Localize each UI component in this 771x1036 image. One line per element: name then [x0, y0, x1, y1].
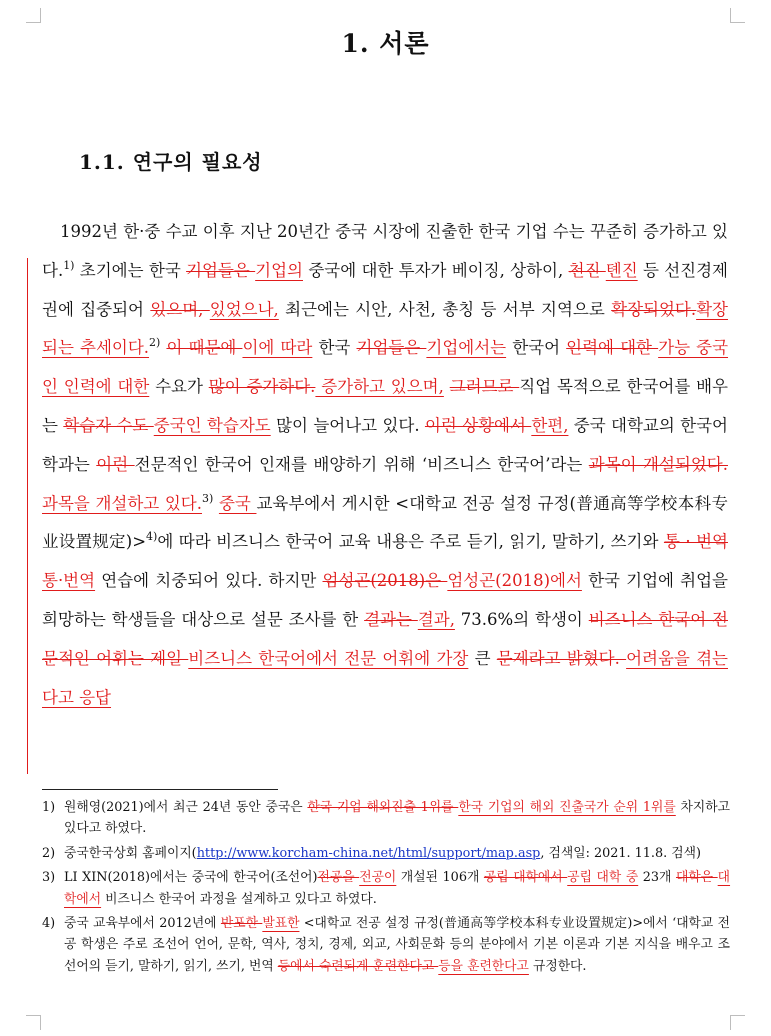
- inserted-text: 톈진: [605, 260, 638, 280]
- deleted-text: 이런: [96, 454, 135, 474]
- crop-mark-top-right: [730, 8, 745, 23]
- inserted-text: 한편,: [531, 415, 569, 435]
- inserted-text: 확장되는 추세이다.: [42, 299, 728, 358]
- footnote-text-run: 중국 교육부에서 2012년에: [64, 916, 221, 932]
- body-text-run: 많이 늘어나고 있다.: [270, 415, 425, 435]
- body-paragraph-container: [42, 213, 728, 717]
- footnote-separator: [42, 789, 278, 790]
- inserted-text: 결과,: [417, 609, 455, 629]
- deleted-text: 한국 기업 해외진출 1위를: [307, 800, 459, 815]
- footnote-text-run: 규정한다.: [528, 958, 587, 974]
- body-text-run: 직업 목적으로 한국어를 배우는: [42, 377, 728, 435]
- footnote-text: [64, 867, 730, 910]
- deleted-text: 학습자 수도: [63, 415, 154, 435]
- inserted-text: 있었으나,: [209, 299, 279, 319]
- footnote: [42, 913, 730, 977]
- inserted-text: 이에 따라: [242, 338, 313, 358]
- body-text-run: 에 따라 비즈니스 한국어 교육 내용은 주로 듣기, 읽기, 말하기, 쓰기와: [157, 532, 664, 552]
- body-text-run: 교육부에서 게시한 <대학교 전공 설정 규정(普通高等学校本科专业设置规定)>: [42, 493, 729, 552]
- deleted-text: 비즈니스 한국어 전문적인 어휘는 제일: [42, 609, 728, 668]
- deleted-text: 천진: [568, 260, 606, 280]
- footnote-number: 4): [42, 916, 56, 932]
- inserted-text: 어려움을 겪는다고 응답: [42, 648, 728, 707]
- section-title: 1.1. 연구의 필요성: [79, 150, 263, 174]
- inserted-text: 가능 중국인 인력에 대한: [42, 338, 729, 397]
- deleted-text: 많이 증가하다.: [208, 377, 316, 397]
- body-text-run: 중국에 대한 투자가 베이징, 상하이,: [303, 260, 569, 280]
- footnote-ref[interactable]: 1): [63, 258, 75, 272]
- body-text-run: 73.6%의 학생이: [454, 609, 589, 629]
- crop-mark-bottom-left: [26, 1015, 41, 1030]
- footnote: [42, 867, 730, 910]
- body-text-run: 중국 대학교의 한국어 학과는: [42, 415, 728, 474]
- inserted-text: 공립 대학 중: [567, 870, 639, 886]
- body-text-run: 등 선진경제권에 집중되어: [42, 260, 728, 319]
- revision-change-bar: [27, 258, 28, 774]
- deleted-text: 결과는: [364, 609, 418, 629]
- inserted-text: 대학에서: [64, 870, 731, 907]
- footnote-text: [64, 797, 730, 840]
- body-text-run: 전문적인 한국어 인재를 배양하기 위해 ‘비즈니스 한국어’라는: [134, 454, 589, 474]
- inserted-text: 중국인 학습자도: [153, 415, 271, 435]
- inserted-text: 등을 훈련한다고: [438, 958, 529, 974]
- inserted-text: 엄성곤(2018)에서: [447, 571, 582, 591]
- footnote-text-run: 개설된 106개: [396, 870, 484, 886]
- footnote-text: [64, 913, 730, 977]
- inserted-text: 전공이: [359, 870, 397, 886]
- body-text-run: 연습에 치중되어 있다. 하지만: [95, 571, 323, 591]
- footnote-text-run: 원해영(2021)에서 최근 24년 동안 중국은: [64, 800, 308, 815]
- footnote-text-run: LI XIN(2018)에서는 중국에 한국어(조선어): [64, 870, 318, 886]
- body-text-run: 초기에는 한국: [74, 260, 187, 280]
- body-paragraph: [42, 213, 728, 717]
- inserted-text: 중국: [218, 493, 257, 513]
- body-text-run: 최근에는 시안, 사천, 총칭 등 서부 지역으로: [278, 299, 612, 319]
- deleted-text: 반포한: [220, 916, 263, 932]
- body-text-run: 큰: [468, 648, 497, 668]
- deleted-text: 전공을: [317, 870, 360, 886]
- footnote-ref[interactable]: 2): [149, 336, 161, 350]
- footnote-url-link[interactable]: http://www.korcham-china.net/html/support/map.asp: [196, 845, 541, 861]
- inserted-text: 비즈니스 한국어에서 전문 어휘에 가장: [188, 648, 469, 668]
- footnote-text: [64, 843, 730, 864]
- deleted-text: 이런 상황에서: [424, 415, 532, 435]
- inserted-text: 기업의: [255, 260, 303, 280]
- body-text-run: 수요가: [149, 377, 209, 397]
- footnote-number: 3): [42, 870, 56, 886]
- footnote-text-run: <대학교 전공 설정 규정(普通高等学校本科专业设置规定)>에서 ‘대학교 전공 학생은 주로 조선어 언어, 문학, 역사, 정치, 경제, 외교, 사회문화 등의 분야에서 기본 이론과 기본 지식을 배우고 조선어의 듣기, 말하기, 읽기, 쓰기, 번역: [64, 916, 731, 974]
- inserted-text: 과목을 개설하고 있다.: [42, 493, 202, 513]
- footnote-text-run: 23개: [638, 870, 676, 886]
- footnote: [42, 843, 730, 864]
- deleted-text: 확장되었다.: [611, 299, 697, 319]
- inserted-text: 발표한: [262, 916, 300, 932]
- deleted-text: 그러므로: [449, 377, 520, 397]
- deleted-text: 기업들은: [186, 260, 256, 280]
- footnote-number: 2): [42, 845, 56, 861]
- deleted-text: 대학은: [676, 870, 718, 886]
- crop-mark-bottom-right: [730, 1015, 745, 1030]
- deleted-text: 기업들은: [356, 338, 427, 358]
- body-text-run: 1992년 한·중 수교 이후 지난 20년간 중국 시장에 진출한 한국 기업 수는 꾸준히 증가하고 있다.: [42, 222, 728, 280]
- body-text-run: 한국어: [506, 338, 567, 358]
- footnote-ref[interactable]: 3): [201, 491, 214, 505]
- footnote-text-run: 비즈니스 한국어 과정을 설계하고 있다고 하였다.: [101, 891, 377, 907]
- deleted-text: 인력에 대한: [566, 338, 659, 358]
- inserted-text: 통·번역: [42, 571, 96, 591]
- footnote-ref[interactable]: 4): [146, 530, 158, 544]
- footnote-number: 1): [42, 800, 56, 815]
- footnotes-area: [42, 797, 730, 980]
- footnote: [42, 797, 730, 840]
- footnote-text-run: 차지하고 있다고 하였다.: [64, 800, 731, 837]
- deleted-text: 이 때문에: [166, 338, 243, 358]
- body-text-run: 한국: [312, 338, 357, 358]
- chapter-title: 1. 서론: [341, 29, 430, 58]
- inserted-text: 증가하고 있으며,: [315, 377, 444, 397]
- deleted-text: 통 · 번역: [663, 532, 728, 552]
- inserted-text: 한국 기업의 해외 진출국가 순위 1위를: [458, 800, 676, 815]
- deleted-text: 엄성곤(2018)은: [322, 571, 448, 591]
- deleted-text: 있으며,: [150, 299, 210, 319]
- footnote-text-run: 중국한국상회 홈페이지(: [64, 845, 197, 861]
- deleted-text: 문제라고 밝혔다.: [496, 648, 627, 668]
- body-text-run: 한국 기업에 취업을 희망하는 학생들을 대상으로 설문 조사를 한: [42, 571, 728, 629]
- deleted-text: 과목이 개설되었다.: [588, 454, 728, 474]
- deleted-text: 등에서 숙련되게 훈련한다고: [277, 958, 439, 974]
- crop-mark-top-left: [26, 8, 41, 23]
- footnote-text-run: , 검색일: 2021. 11.8. 검색): [540, 845, 701, 861]
- deleted-text: 공립 대학에서: [483, 870, 568, 886]
- inserted-text: 기업에서는: [426, 338, 507, 358]
